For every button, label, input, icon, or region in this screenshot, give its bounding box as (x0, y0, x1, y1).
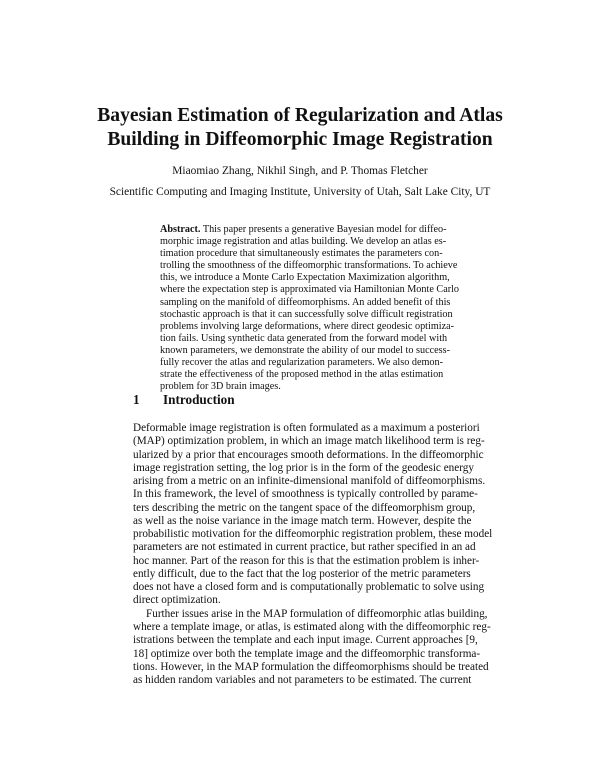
abstract-line: where the expectation step is approximated via Hamiltonian Monte Carlo (160, 284, 460, 296)
body-line: parameters are not estimated in current practice, but rather specified in an ad (133, 541, 476, 554)
abstract-line: this, we introduce a Monte Carlo Expectation Maximization algorithm, (160, 272, 450, 284)
introduction-body (133, 422, 493, 687)
title-line: Bayesian Estimation of Regularization and Atlas (97, 105, 503, 126)
body-line: ently difficult, due to the fact that the log posterior of the metric parameters (133, 567, 471, 580)
abstract-line: sampling on the manifold of diffeomorphisms. An added benefit of this (160, 296, 451, 308)
body-line: hoc manner. Part of the reason for this is that the estimation problem is inher- (133, 554, 480, 567)
body-line: 18] optimize over both the template image and the diffeomorphic transforma- (133, 647, 481, 660)
body-line: as well as the noise variance in the image match term. However, despite the (133, 514, 472, 527)
abstract-line-text: This paper presents a generative Bayesian model for diffeo- (202, 224, 447, 235)
abstract-label: Abstract. (160, 224, 201, 235)
body-line: tions. However, in the MAP formulation the diffeomorphisms should be treated (133, 660, 489, 673)
body-line: Further issues arise in the MAP formulation of diffeomorphic atlas building, (146, 607, 488, 620)
body-line: In this framework, the level of smoothness is typically controlled by parame- (133, 488, 478, 501)
abstract-line: tion fails. Using synthetic data generated from the forward model with (160, 332, 448, 344)
abstract-line: problems involving large deformations, where direct geodesic optimiza- (160, 320, 455, 332)
body-line: istrations between the template and each input image. Current approaches [9, (133, 634, 478, 647)
abstract-line (160, 224, 447, 236)
paper-title (60, 104, 540, 152)
title-line: Building in Diffeomorphic Image Registration (107, 129, 493, 150)
author-list: Miaomiao Zhang, Nikhil Singh, and P. Thomas Fletcher (172, 165, 428, 177)
body-line: ters describing the metric on the tangent space of the diffeomorphism group, (133, 501, 476, 514)
section-title: Introduction (163, 392, 235, 407)
body-line: probabilistic motivation for the diffeomorphic registration problem, these model (133, 528, 493, 541)
body-line: ularized by a prior that encourages smooth deformations. In the diffeomorphic (133, 448, 484, 461)
body-line: direct optimization. (133, 594, 221, 607)
abstract (160, 224, 460, 393)
body-line: as hidden random variables and not parameters to be estimated. The current (133, 674, 472, 687)
abstract-line: strate the effectiveness of the proposed method in the atlas estimation (160, 369, 444, 381)
body-line: does not have a closed form and is computationally problematic to solve using (133, 581, 485, 594)
abstract-line: trolling the smoothness of the diffeomorphic transformations. To achieve (160, 260, 458, 272)
section-number: 1 (133, 392, 140, 407)
abstract-line: problem for 3D brain images. (160, 381, 281, 393)
affiliation: Scientific Computing and Imaging Institute, University of Utah, Salt Lake City, UT (109, 186, 491, 198)
body-line: where a template image, or atlas, is estimated along with the diffeomorphic reg- (133, 620, 491, 633)
body-line: Deformable image registration is often formulated as a maximum a posteriori (133, 422, 480, 434)
abstract-line: fully recover the atlas and regularization parameters. We also demon- (160, 357, 443, 369)
section-heading-introduction (133, 392, 235, 408)
abstract-line: known parameters, we demonstrate the ability of our model to success- (160, 344, 450, 356)
abstract-line: timation procedure that simultaneously estimates the parameters con- (160, 248, 443, 260)
body-line: (MAP) optimization problem, in which an image match likelihood term is reg- (133, 435, 485, 448)
body-line: arising from a metric on an infinite-dimensional manifold of diffeomorphisms. (133, 475, 486, 488)
body-line: image registration setting, the log prior is in the form of the geodesic energy (133, 461, 474, 474)
abstract-line: stochastic approach is that it can successfully solve difficult registration (160, 308, 453, 320)
abstract-line: morphic image registration and atlas building. We develop an atlas es- (160, 236, 447, 248)
